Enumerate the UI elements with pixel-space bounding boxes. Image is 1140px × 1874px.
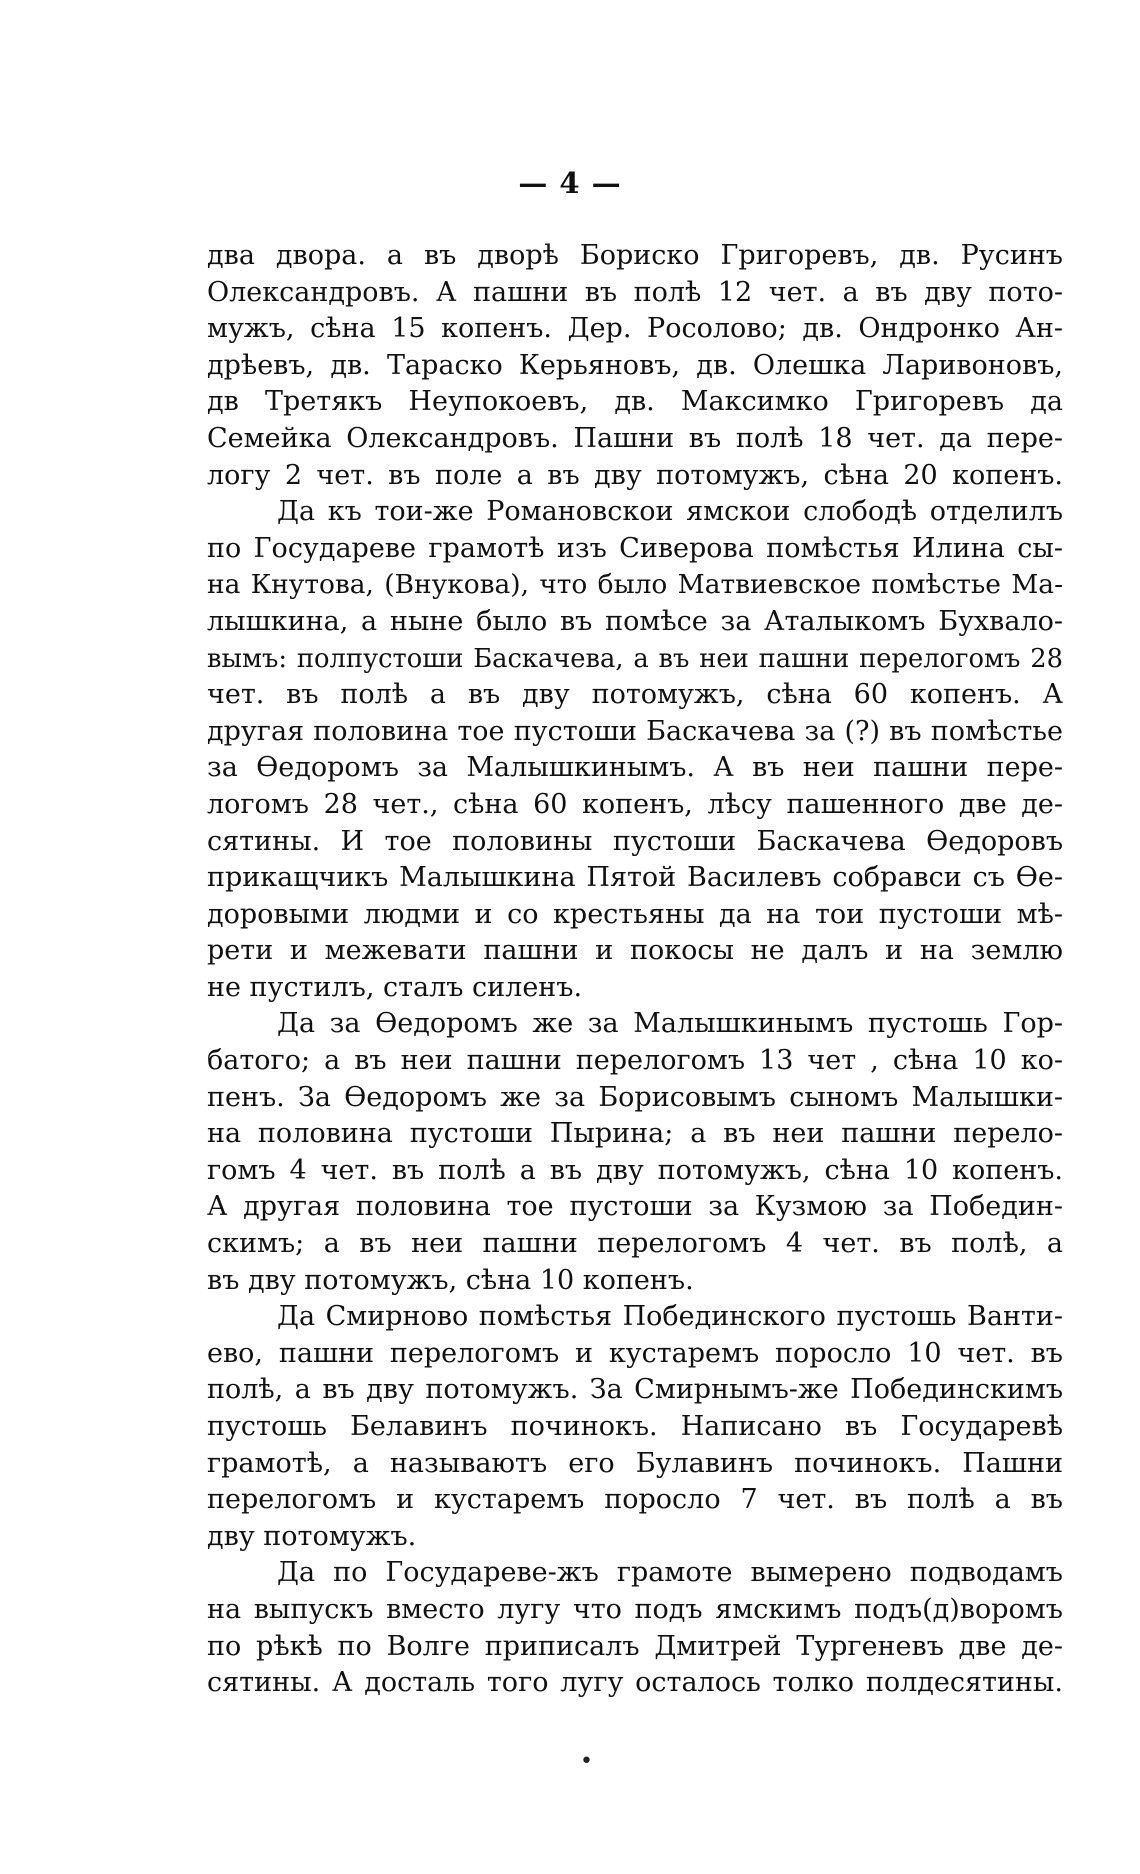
paragraph-end-line: въ дву потомужъ, сѣна 10 копенъ. xyxy=(207,1264,694,1296)
text-line: перелогомъ и кустаремъ поросло 7 чет. въ полѣ а въ xyxy=(207,1484,1063,1516)
text-line: Олександровъ. А пашни въ полѣ 12 чет. а въ дву пото- xyxy=(207,276,1063,308)
text-line: на выпускъ вместо лугу что подъ ямскимъ подъ(д)воромъ xyxy=(207,1593,1063,1625)
text-line: сятины. И тое половины пустоши Баскачева Ѳедоровъ xyxy=(207,825,1063,857)
text-line: пустошь Белавинъ починокъ. Написано въ Государевѣ xyxy=(207,1411,1063,1442)
text-line: за Ѳедоромъ за Малышкинымъ. А въ неи пашни пере- xyxy=(207,752,1063,784)
text-line: Семейка Олександровъ. Пашни въ полѣ 18 чет. да пере- xyxy=(207,422,1063,454)
text-line: логомъ 28 чет., сѣна 60 копенъ, лѣсу пашенного две де- xyxy=(207,788,1063,820)
paragraph-end-line: дву потомужъ. xyxy=(207,1520,417,1552)
text-line: другая половина тое пустоши Баскачева за (?) въ помѣстье xyxy=(207,715,1063,747)
paragraph-end-line: не пустилъ, сталъ силенъ. xyxy=(207,971,583,1003)
text-line: два двора. а въ дворѣ Бориско Григоревъ, дв. Русинъ xyxy=(207,240,1063,271)
text-line: грамотѣ, а называютъ его Булавинъ починокъ. Пашни xyxy=(207,1447,1063,1479)
body-text xyxy=(207,238,1063,1702)
text-line: на Кнутова, (Внукова), что было Матвиевское помѣстье Ма- xyxy=(207,569,1063,601)
text-line: прикащчикъ Малышкина Пятой Василевъ собравси съ Ѳе- xyxy=(207,862,1063,894)
paragraph-start-line: Да за Ѳедоромъ же за Малышкинымъ пустошь Гор- xyxy=(277,1008,1063,1040)
text-line: мужъ, сѣна 15 копенъ. Дер. Росолово; дв. Ондронко Ан- xyxy=(207,313,1063,345)
text-line: рети и межевати пашни и покосы не далъ и на землю xyxy=(207,935,1063,967)
text-line: ево, пашни перелогомъ и кустаремъ поросло 10 чет. въ xyxy=(207,1337,1063,1369)
text-line: чет. въ полѣ а въ дву потомужъ, сѣна 60 копенъ. А xyxy=(207,679,1063,711)
paragraph-start-line: Да къ тои-же Романовскои ямскои слободѣ отделилъ xyxy=(277,496,1063,528)
text-line: лышкина, а ныне было въ помѣсе за Аталыкомъ Бухвало- xyxy=(207,605,1063,637)
text-line: на половина пустоши Пырина; а въ неи пашни перело- xyxy=(207,1118,1063,1150)
print-speck: • xyxy=(580,1749,593,1774)
text-line: доровыми людми и со крестьяны да на тои пустоши мѣ- xyxy=(207,898,1063,930)
text-line: дрѣевъ, дв. Тараско Керьяновъ, дв. Олешка Ларивоновъ, xyxy=(207,349,1063,381)
text-line: логу 2 чет. въ поле а въ дву потомужъ, сѣна 20 копенъ. xyxy=(207,459,1063,491)
text-line: А другая половина тое пустоши за Кузмою за Победин- xyxy=(207,1191,1063,1223)
paragraph-start-line: Да Смирново помѣстья Побединского пустошь Ванти- xyxy=(277,1301,1063,1333)
text-line: пенъ. За Ѳедоромъ же за Борисовымъ сыномъ Малышки- xyxy=(207,1081,1063,1113)
text-line: дв Третякъ Неупокоевъ, дв. Максимко Григоревъ да xyxy=(207,386,1063,418)
text-line: вымъ: полпустоши Баскачева, а въ неи пашни перелогомъ 28 xyxy=(207,643,1063,674)
text-line: гомъ 4 чет. въ полѣ а въ дву потомужъ, сѣна 10 копенъ. xyxy=(207,1154,1063,1186)
text-line: по рѣкѣ по Волге приписалъ Дмитрей Тургеневъ две де- xyxy=(207,1630,1063,1662)
text-line: по Государеве грамотѣ изъ Сиверова помѣстья Илина сы- xyxy=(207,532,1063,564)
text-line: сятины. А досталь того лугу осталось толко полдесятины. xyxy=(207,1667,1063,1699)
paragraph-start-line: Да по Государеве-жъ грамоте вымерено подводамъ xyxy=(277,1557,1063,1589)
text-line: полѣ, а въ дву потомужъ. За Смирнымъ-же Побединскимъ xyxy=(207,1374,1063,1406)
text-line: скимъ; а въ неи пашни перелогомъ 4 чет. въ полѣ, а xyxy=(207,1228,1063,1260)
page-number: — 4 — xyxy=(518,166,622,200)
text-line: батого; а въ неи пашни перелогомъ 13 чет , сѣна 10 ко- xyxy=(207,1045,1063,1077)
